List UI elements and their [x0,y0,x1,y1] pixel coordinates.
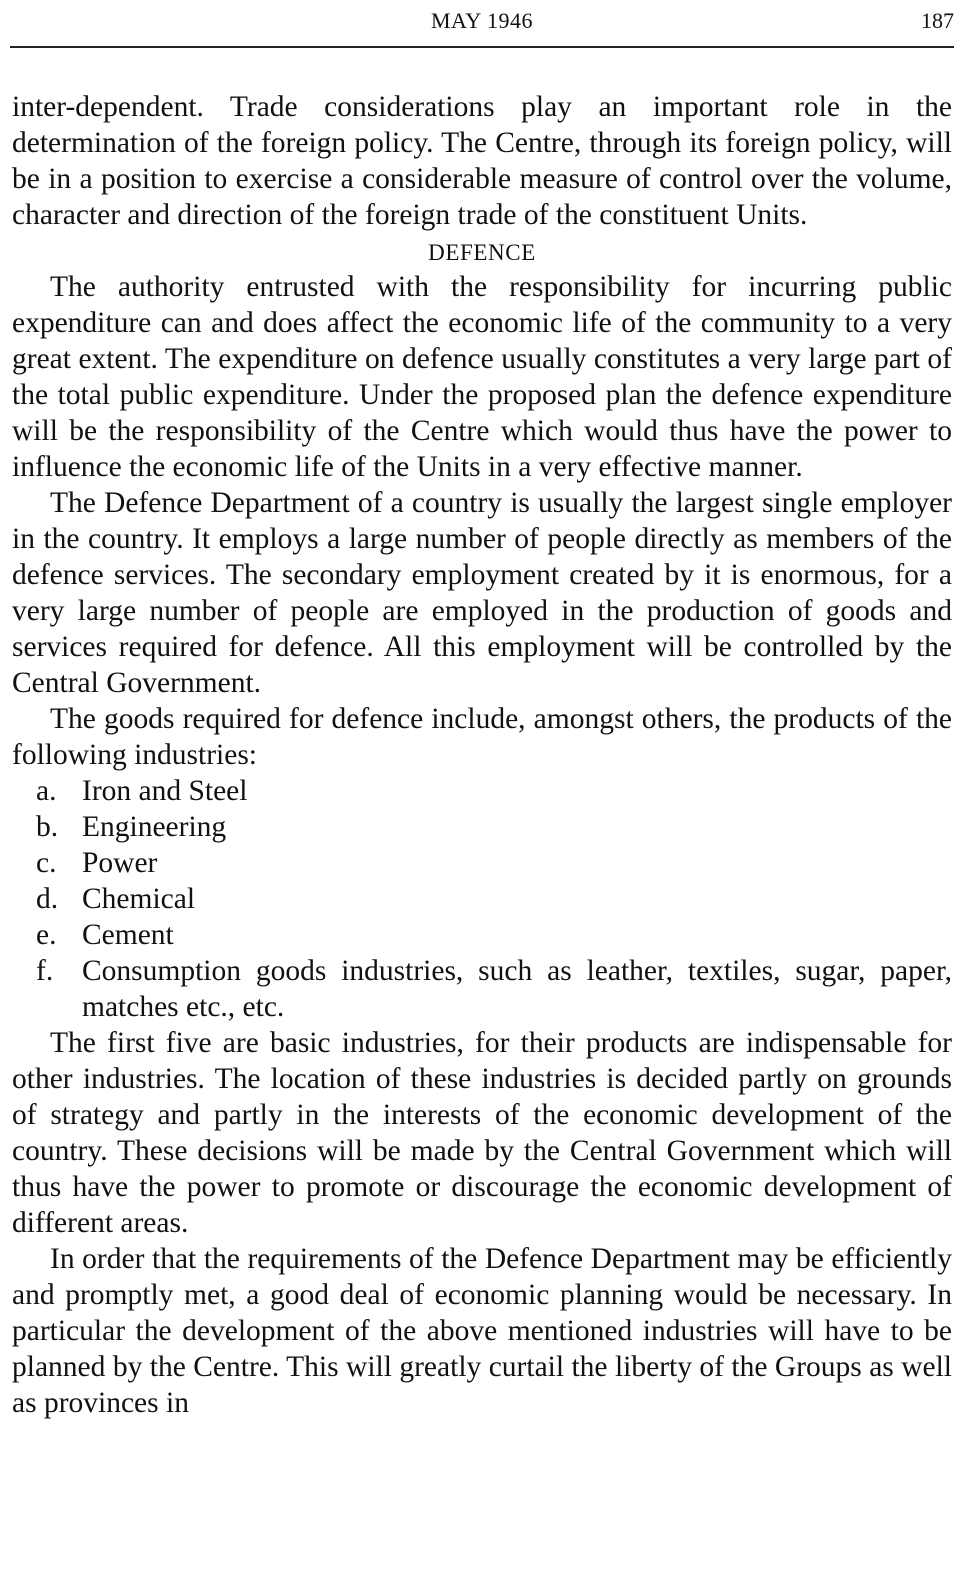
section-heading-defence: DEFENCE [428,240,536,265]
list-marker: d. [36,883,59,915]
list-marker: e. [36,919,57,951]
list-item [12,845,952,881]
list-marker: a. [36,775,57,807]
body-text [12,89,952,1421]
paragraph: The Defence Department of a country is usually the largest single employer in the country. It employs a large number of people directly as members of the defence services. The secondary employment created by it is enormous, for a very large number of people are employed in the production of goods and services required for defence. All this employment will be controlled by the Central Government. [12,487,952,699]
page-number: 187 [921,8,954,33]
list-marker: b. [36,811,59,843]
list-item [12,773,952,809]
list-item [12,953,952,1025]
list-item [12,809,952,845]
list-item-text: Engineering [82,811,227,843]
list-item-text: Cement [82,919,174,951]
running-title: MAY 1946 [430,8,533,33]
list-marker: f. [36,955,54,987]
list-item [12,881,952,917]
list-item [12,917,952,953]
list-item-text: Iron and Steel [82,775,248,807]
industry-list [12,773,952,1025]
list-item-text: Power [82,847,158,879]
paragraph: The authority entrusted with the responsibility for incurring public expenditure can and does affect the economic life of the community to a very great extent. The expenditure on defence usually constitutes a very large part of the total public expenditure. Under the proposed plan the defence expenditure will be the responsibility of the Centre which would thus have the power to influence the economic life of the Units in a very effective manner. [12,271,952,483]
list-item-text: Consumption goods industries, such as leather, textiles, sugar, paper, matches etc., etc. [82,955,952,1023]
list-item-text: Chemical [82,883,196,915]
paragraph: The first five are basic industries, for their products are indispensable for other industries. The location of these industries is decided partly on grounds of strategy and partly in the interests of the economic development of the country. These decisions will be made by the Central Government which will thus have the power to promote or discourage the economic development of different areas. [12,1027,952,1239]
header-rule [10,46,954,48]
paragraph-continuation: inter-dependent. Trade considerations play an important role in the determination of the foreign policy. The Centre, through its foreign policy, will be in a position to exercise a considerable measure of control over the volume, character and direction of the foreign trade of the constituent Units. [12,91,952,231]
page-header [10,6,954,36]
paragraph: The goods required for defence include, amongst others, the products of the following industries: [12,703,952,771]
list-marker: c. [36,847,57,879]
paragraph: In order that the requirements of the Defence Department may be efficiently and promptly met, a good deal of economic planning would be necessary. In particular the development of the above mentioned industries will have to be planned by the Centre. This will greatly curtail the liberty of the Groups as well as provinces in [12,1243,952,1419]
